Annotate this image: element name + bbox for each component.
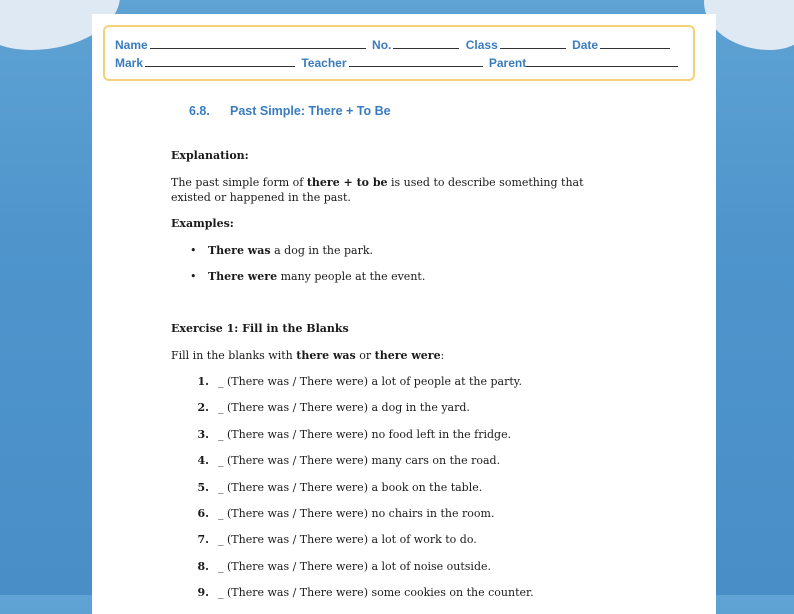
item-text: _ (There was / There were) a dog in the yard. (218, 401, 470, 414)
exercise-item (189, 428, 511, 441)
item-text: _ (There was / There were) a lot of people at the party. (218, 375, 523, 388)
item-number: 8. (197, 560, 209, 573)
explanation-text (171, 175, 601, 205)
exercise-item (189, 481, 482, 494)
exercise-item (189, 507, 494, 520)
item-text: _ (There was / There were) some cookies on the counter. (218, 586, 534, 599)
worksheet-page (92, 14, 716, 614)
parent-label: Parent (488, 56, 527, 70)
section-number: 6.8. (189, 104, 210, 118)
exercise-item (189, 401, 470, 414)
class-field[interactable] (500, 37, 566, 49)
parent-field[interactable] (526, 55, 678, 67)
teacher-label: Teacher (301, 56, 347, 70)
item-text: _ (There was / There were) no chairs in the room. (218, 507, 495, 520)
item-text: _ (There was / There were) a lot of noise outside. (218, 560, 491, 573)
item-text: _ (There was / There were) a book on the table. (218, 481, 483, 494)
header-row-1 (115, 37, 673, 53)
exercise-item (189, 454, 500, 467)
explanation-text-part: The past simple form of (171, 176, 307, 189)
item-number: 5. (197, 481, 209, 494)
explanation-heading: Explanation: (171, 149, 249, 162)
exercise-item (189, 586, 534, 599)
class-label: Class (465, 38, 498, 52)
exercise-item (189, 533, 477, 546)
instr-text: : (440, 349, 445, 362)
date-label: Date (572, 38, 599, 52)
example-bold: There were (208, 270, 278, 283)
item-number: 2. (197, 401, 209, 414)
explanation-text-part: is used to describe something that existed or happened in the past. (171, 176, 584, 204)
explanation-text-bold: there + to be (306, 176, 388, 189)
mark-label: Mark (115, 56, 144, 70)
item-number: 6. (197, 507, 209, 520)
background-blob-right (704, 0, 794, 50)
name-field[interactable] (150, 37, 366, 49)
exercise-instructions (171, 349, 444, 362)
name-label: Name (115, 38, 148, 52)
no-field[interactable] (393, 37, 459, 49)
item-number: 3. (197, 428, 209, 441)
exercise-heading: Exercise 1: Fill in the Blanks (171, 322, 349, 335)
examples-heading: Examples: (171, 217, 234, 230)
exercise-item (189, 375, 522, 388)
item-text: _ (There was / There were) no food left in the fridge. (218, 428, 512, 441)
instr-text: or (355, 349, 375, 362)
instr-text: Fill in the blanks with (171, 349, 297, 362)
example-text: many people at the event. (277, 270, 426, 283)
exercise-item (189, 560, 491, 573)
section-title-text: Past Simple: There + To Be (230, 104, 391, 118)
item-text: _ (There was / There were) a lot of work to do. (218, 533, 477, 546)
item-number: 9. (197, 586, 209, 599)
item-number: 7. (197, 533, 209, 546)
bullet-icon: • (190, 244, 197, 257)
teacher-field[interactable] (349, 55, 483, 67)
example-text: a dog in the park. (270, 244, 373, 257)
student-info-header (103, 25, 695, 81)
date-field[interactable] (600, 37, 670, 49)
item-text: _ (There was / There were) many cars on the road. (218, 454, 501, 467)
mark-field[interactable] (145, 55, 295, 67)
header-row-2 (115, 55, 681, 71)
item-number: 1. (197, 375, 209, 388)
item-number: 4. (197, 454, 209, 467)
instr-bold: there were (374, 349, 441, 362)
example-bold: There was (208, 244, 271, 257)
bullet-icon: • (190, 270, 197, 283)
instr-bold: there was (296, 349, 356, 362)
no-label: No. (372, 38, 392, 52)
section-title (189, 104, 391, 118)
